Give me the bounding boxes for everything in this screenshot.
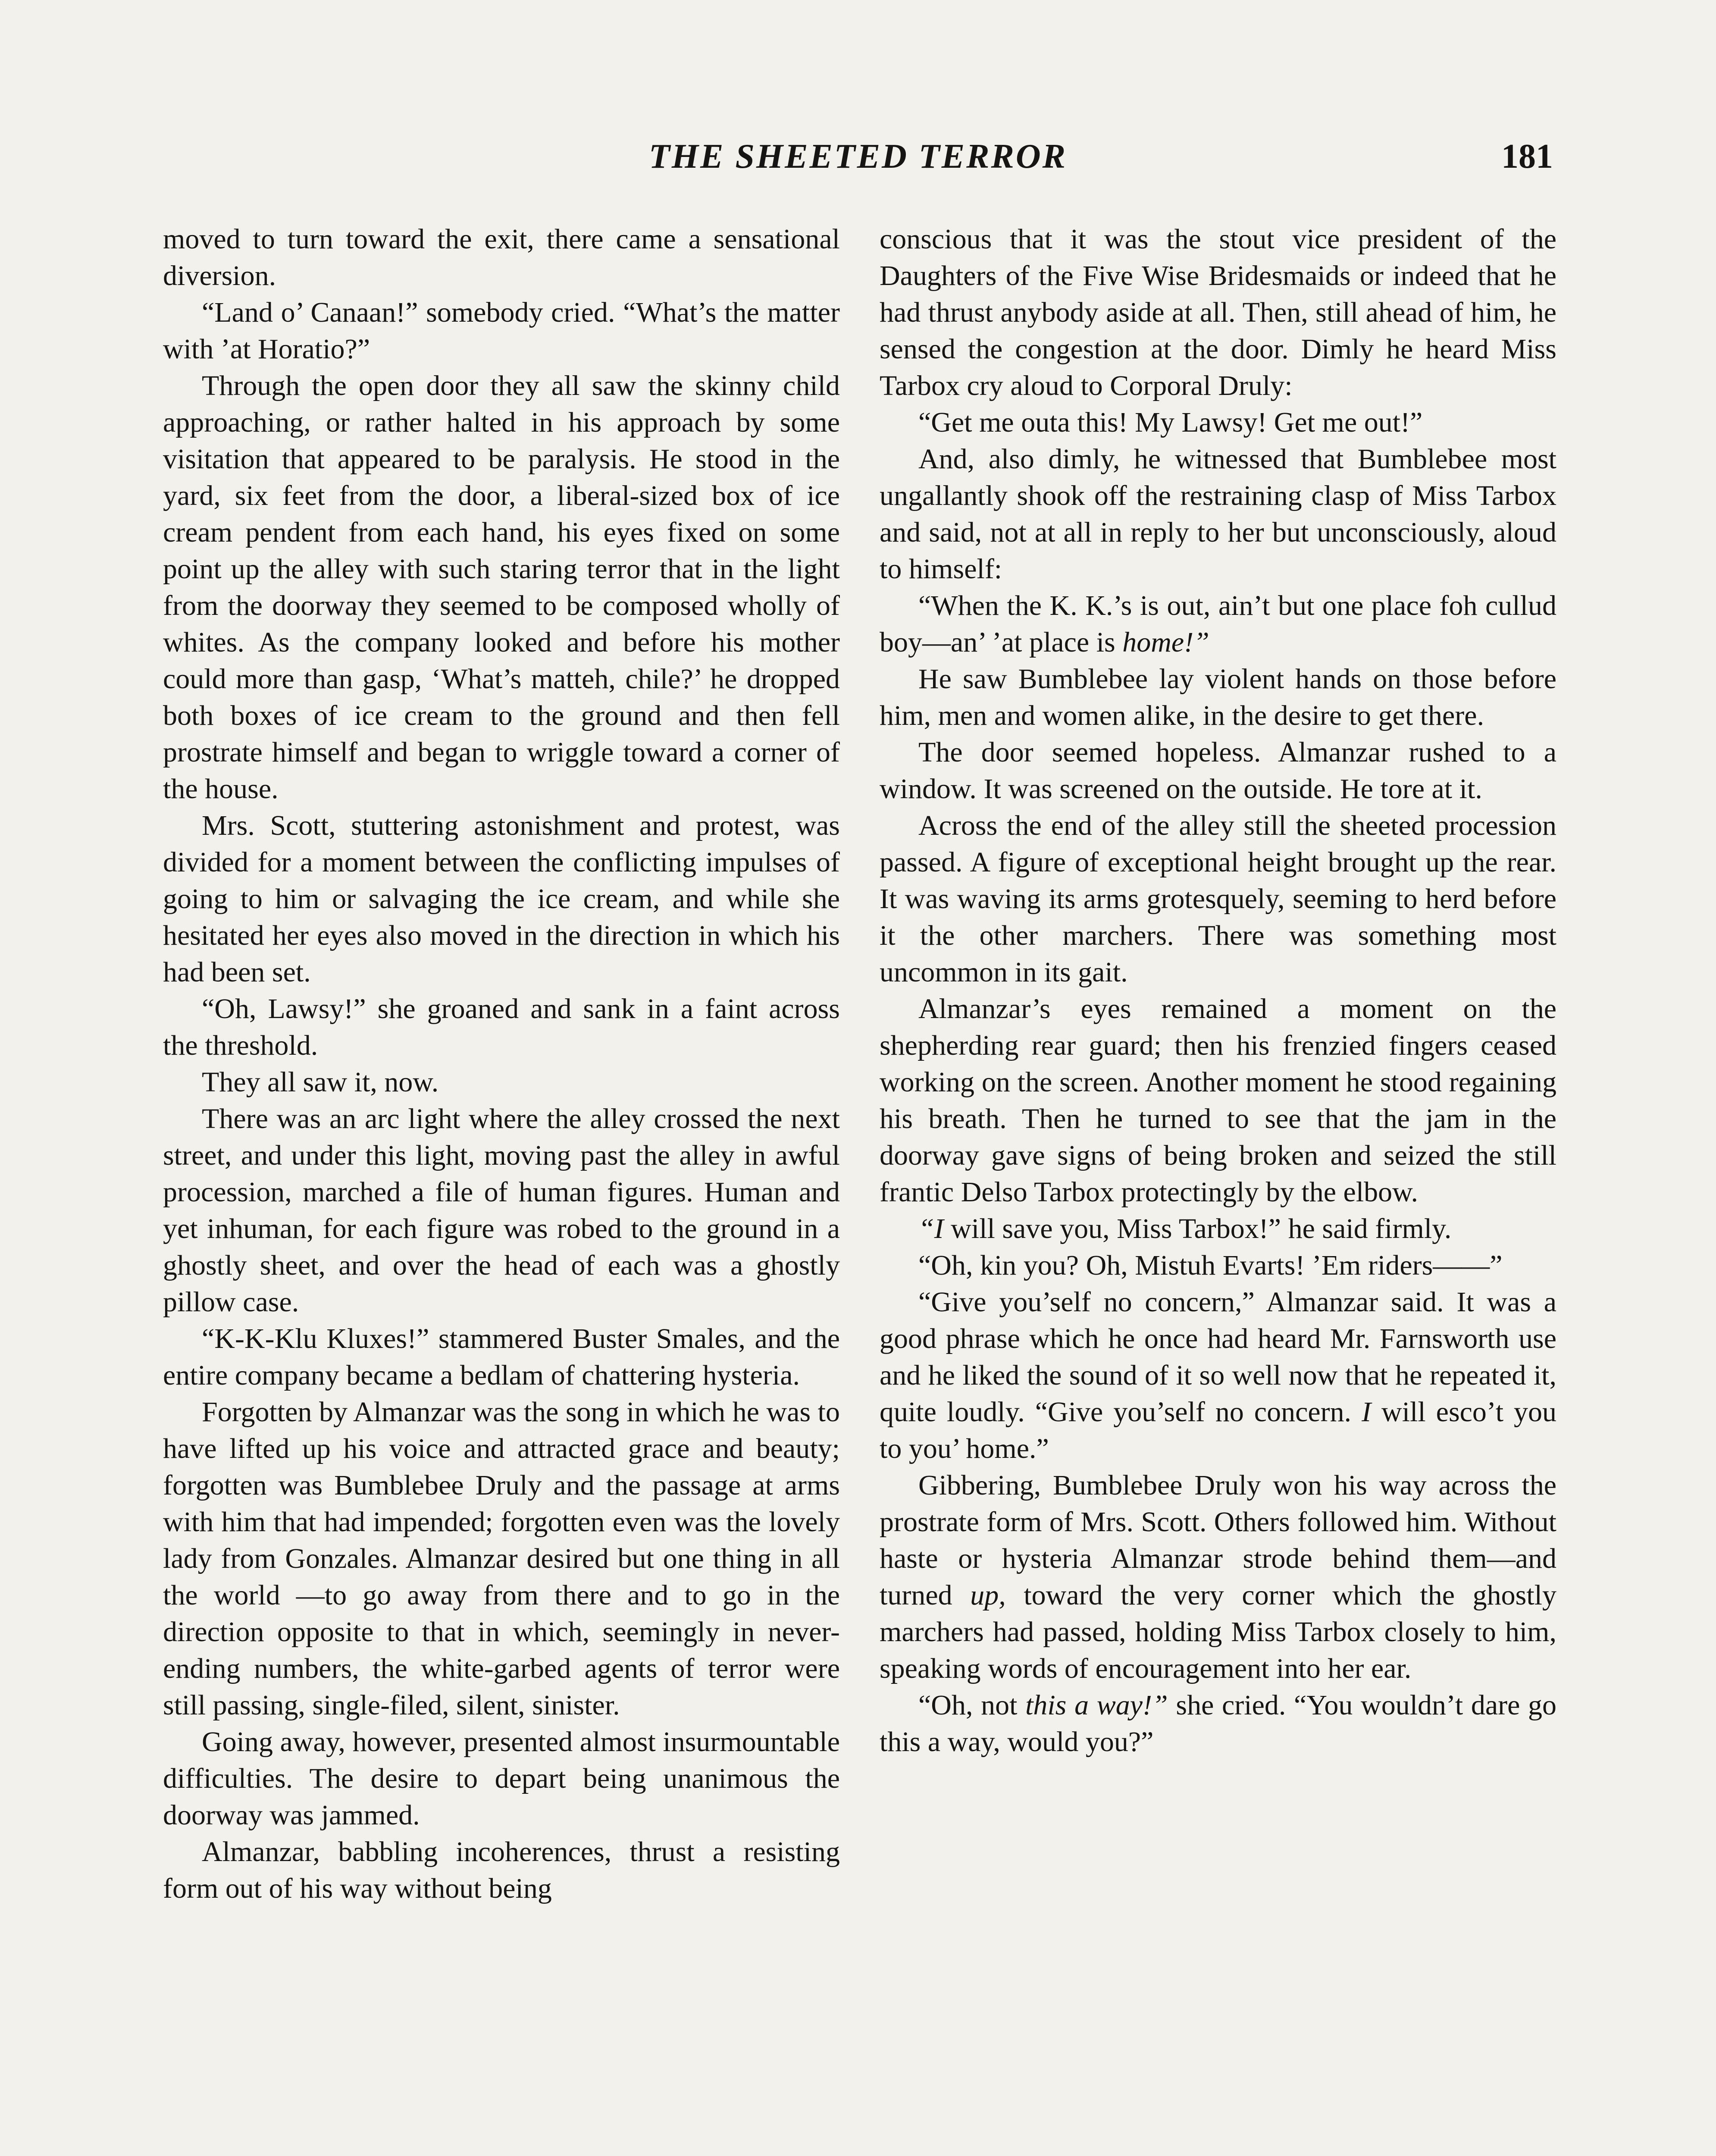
running-title: THE SHEETED TERROR xyxy=(649,138,1067,175)
paragraph: Mrs. Scott, stuttering astonishment and protest, was divided for a moment between the conflicting impulses of going to him or salvaging the ice cream, and while she hesitated her eyes also moved in the direction in which his had been set. xyxy=(163,810,840,988)
paragraph: moved to turn toward the exit, there came a sensational diversion. xyxy=(163,223,840,291)
paragraph: Through the open door they all saw the skinny child approaching, or rather halted in his approach by some visitation that appeared to be paralysis. He stood in the yard, six feet from the door, a liberal-sized box of ice cream pendent from each hand, his eyes fixed on some point up the alley with such staring terror that in the light from the doorway they seemed to be composed wholly of whites. As the company looked and before his mother could more than gasp, ‘What’s matteh, chile?’ he dropped both boxes of ice cream to the ground and then fell prostrate himself and began to wriggle toward a corner of the house. xyxy=(163,370,840,805)
paragraph xyxy=(880,1687,1556,1760)
italic-text: up, xyxy=(970,1579,1006,1611)
italic-text: I xyxy=(1362,1396,1372,1428)
paragraph xyxy=(880,1467,1556,1687)
paragraph: There was an arc light where the alley crossed the next street, and under this light, moving past the alley in awful procession, marched a file of human figures. Human and yet inhuman, for each figure was robed to the ground in a ghostly sheet, and over the head of each was a ghostly pillow case. xyxy=(163,1103,840,1318)
paragraph: “K-K-Klu Kluxes!” stammered Buster Smales, and the entire company became a bedlam of chattering hysteria. xyxy=(163,1323,840,1391)
text-run: she cried. “You wouldn’t dare go this a way, would you?” xyxy=(880,1689,1557,1758)
text-run: “When the K. K.’s is out, ain’t but one place foh cullud boy—an’ ’at place is xyxy=(880,590,1556,658)
paragraph: “Oh, Lawsy!” she groaned and sank in a faint across the threshold. xyxy=(163,993,840,1061)
page-header xyxy=(163,137,1553,197)
paragraph: Almanzar’s eyes remained a moment on the shepherding rear guard; then his frenzied fingers ceased working on the screen. Another moment he stood regaining his breath. Then he turned to see that the jam in the doorway gave signs of being broken and seized the still frantic Delso Tarbox protectingly by the elbow. xyxy=(880,993,1556,1208)
paragraph: Across the end of the alley still the sheeted procession passed. A figure of exceptional height brought up the rear. It was waving its arms grotesquely, seeming to herd before it the other marchers. There was something most uncommon in its gait. xyxy=(880,810,1556,988)
paragraph: They all saw it, now. xyxy=(202,1066,439,1098)
paragraph xyxy=(880,1210,1556,1247)
paragraph: “Get me outa this! My Lawsy! Get me out!” xyxy=(918,407,1423,438)
paragraph: conscious that it was the stout vice president of the Daughters of the Five Wise Bridesmaids or indeed that he had thrust anybody aside at all. Then, still ahead of him, he sensed the congestion at the door. Dimly he heard Miss Tarbox cry aloud to Corporal Druly: xyxy=(880,223,1556,401)
text-run: Gibbering, Bumblebee Druly won his way across the prostrate form of Mrs. Scott. Others followed him. Without haste or hysteria Almanzar strode behind them—and turned xyxy=(880,1470,1556,1611)
text-run: toward the very corner which the ghostly marchers had passed, holding Miss Tarbox closely to him, speaking words of encouragement into her ear. xyxy=(880,1579,1556,1684)
italic-text: home!” xyxy=(1122,627,1209,658)
left-column xyxy=(163,221,840,1907)
paragraph: And, also dimly, he witnessed that Bumblebee most ungallantly shook off the restraining clasp of Miss Tarbox and said, not at all in reply to her but unconsciously, aloud to himself: xyxy=(880,443,1556,585)
paragraph: Forgotten by Almanzar was the song in which he was to have lifted up his voice and attracted grace and beauty; forgotten was Bumblebee Druly and the passage at arms with him that had impended; forgotten even was the lovely lady from Gonzales. Almanzar desired but one thing in all the world —to go away from there and to go in the direction opposite to that in which, seemingly in never-ending numbers, the white-garbed agents of terror were still passing, single-filed, silent, sinister. xyxy=(163,1396,840,1721)
paragraph: Going away, however, presented almost insurmountable difficulties. The desire to depart being unanimous the doorway was jammed. xyxy=(163,1726,840,1831)
paragraph: “Land o’ Canaan!” somebody cried. “What’s the matter with ’at Horatio?” xyxy=(163,297,840,365)
text-run: will save you, Miss Tarbox!” he said firmly. xyxy=(943,1213,1452,1244)
paragraph xyxy=(880,587,1556,661)
italic-text: “I xyxy=(918,1213,944,1244)
page-number: 181 xyxy=(1501,138,1553,175)
text-run: “Give you’self no concern,” Almanzar said. It was a good phrase which he once had heard Mr. Farnsworth use and he liked the sound of it so well now that he repeated it, quite loudly. “Give you’self no concern. xyxy=(880,1286,1556,1428)
paragraph: The door seemed hopeless. Almanzar rushed to a window. It was screened on the outside. He tore at it. xyxy=(880,736,1556,805)
italic-text: this a way!” xyxy=(1025,1689,1168,1721)
right-column xyxy=(880,221,1556,1760)
paragraph xyxy=(880,1284,1556,1467)
paragraph: “Oh, kin you? Oh, Mistuh Evarts! ’Em riders——” xyxy=(918,1250,1503,1281)
text-run: will esco’t you to you’ home.” xyxy=(880,1396,1556,1464)
text-run: “Oh, not xyxy=(918,1689,1026,1721)
paragraph: Almanzar, babbling incoherences, thrust a resisting form out of his way without being xyxy=(163,1836,840,1904)
paragraph: He saw Bumblebee lay violent hands on those before him, men and women alike, in the desire to get there. xyxy=(880,663,1556,731)
